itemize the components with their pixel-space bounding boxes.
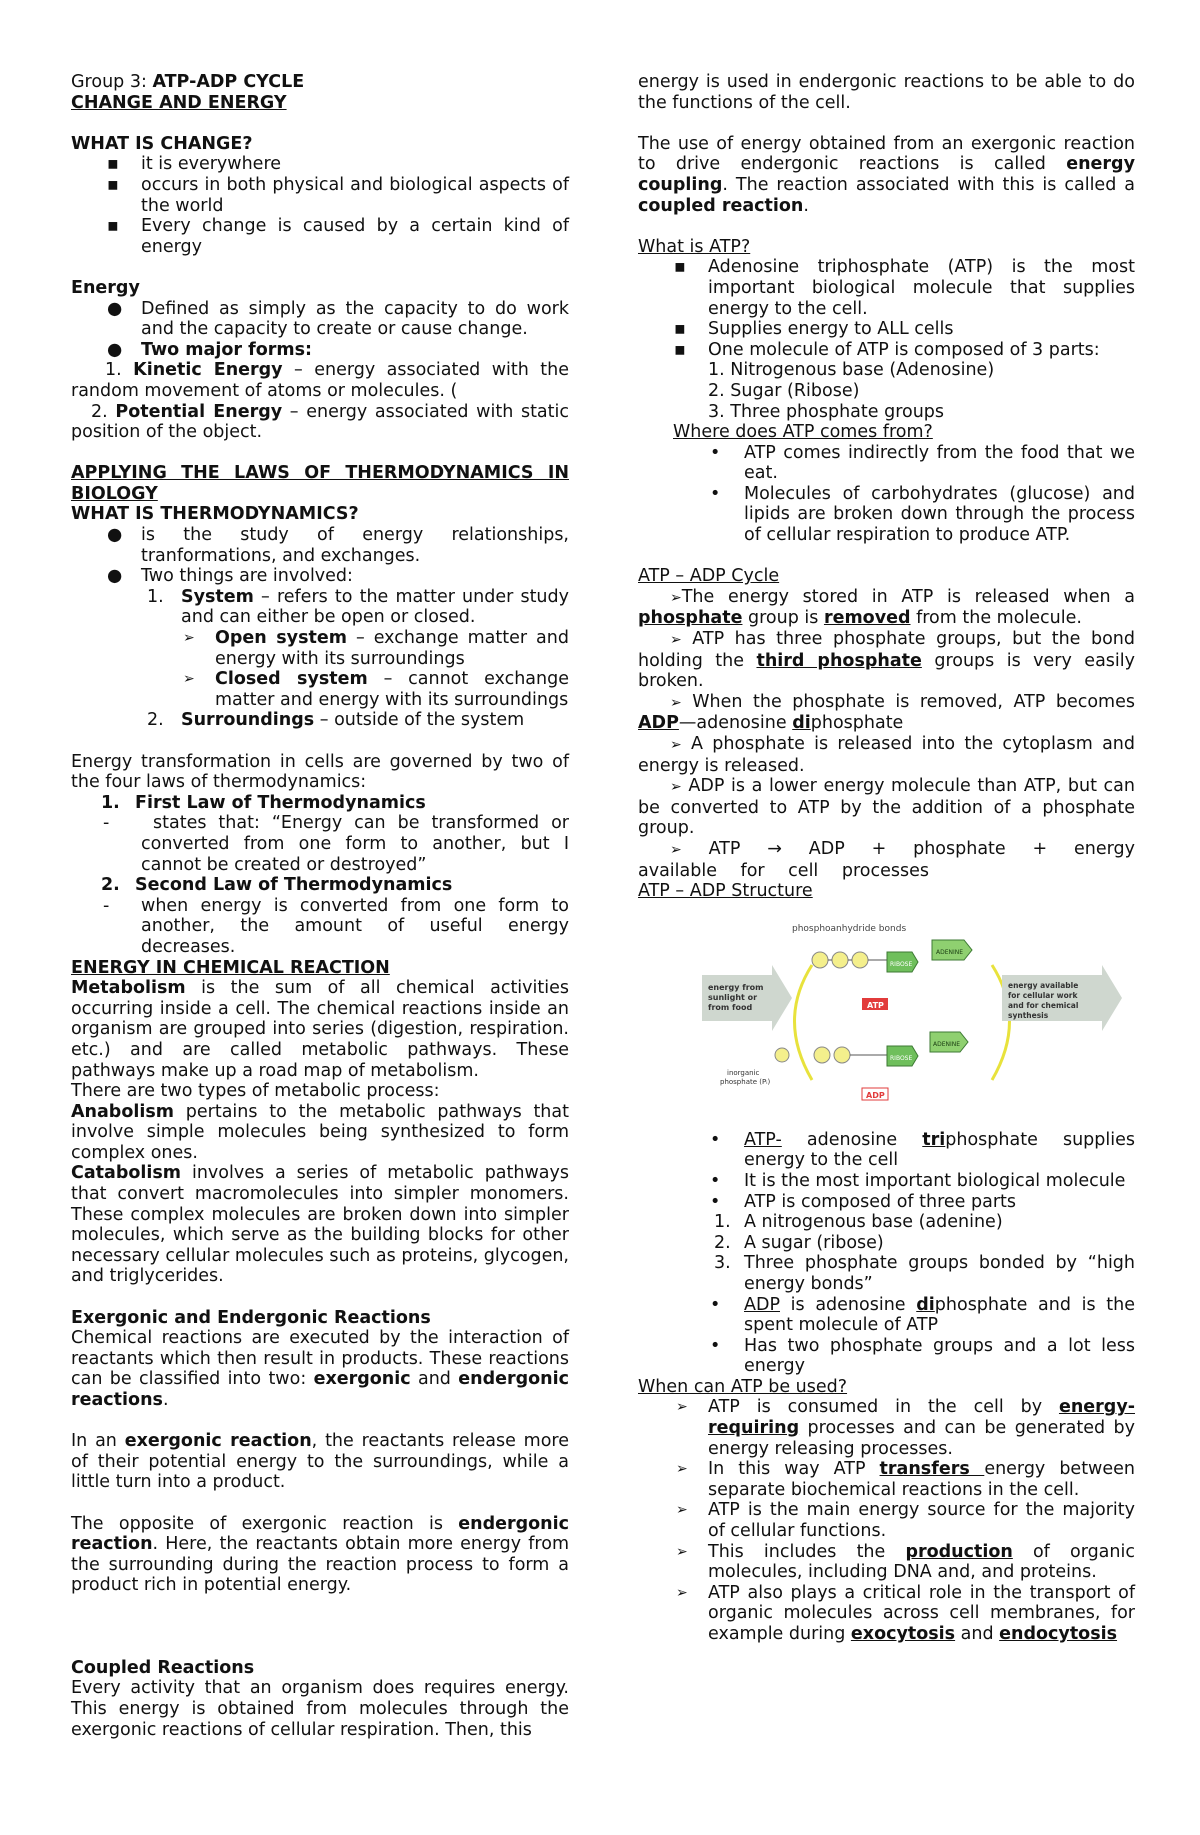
list-item: 1. System – refers to the matter under study and can either be open or closed. [147,586,569,628]
svg-text:from food: from food [708,1002,753,1012]
list-item: - states that: “Energy can be transformed or converted from one form to another, but I cannot be created or destroyed” [103,813,569,875]
cycle-point: ➢ ATP → ADP + phosphate + energy available for cell processes [638,838,1135,881]
list-item: ▪ Adenosine triphosphate (ATP) is the most important biological molecule that supplies energy to the cell. [674,257,1135,319]
list-item: • ADP is adenosine diphosphate and is the spent molecule of ATP [710,1294,1136,1336]
list-item: • It is the most important biological molecule [710,1170,1126,1191]
list-item: ➢ ATP also plays a critical role in the transport of organic molecules across cell membranes, for example during exocytosis and endocytosis [676,1582,1135,1644]
list-item: 3. Three phosphate groups bonded by “high energy bonds” [714,1253,1135,1294]
doc-title: Group 3: ATP-ADP CYCLE [71,72,305,92]
svg-text:ATP: ATP [867,1000,884,1010]
energy-heading: Energy [71,277,140,298]
cycle-point: ➢ ADP is a lower energy molecule than ATP, but can be converted to ATP by the addition of a phosphate group. [638,776,1135,839]
list-item: ➢ In this way ATP transfers energy between separate biochemical reactions in the cell. [676,1459,1135,1500]
svg-text:synthesis: synthesis [1008,1010,1049,1020]
catabolism-paragraph: Catabolism involves a series of metabolic pathways that convert macromolecules into simpler monomers. These complex molecules are broken down into simpler molecules, which serve as the building blocks for other necessary cellular molecules such as proteins, glycogen, and triglycerides. [71,1163,569,1287]
list-item: ▪ Every change is caused by a certain kind of energy [107,216,569,257]
list-item: ● Two things are involved: [107,566,353,587]
right-column [638,72,1135,1645]
atp-question: What is ATP? [638,236,751,257]
thermo-heading: APPLYING THE LAWS OF THERMODYNAMICS IN BIOLOGY [71,463,569,504]
exergonic-reaction-paragraph: In an exergonic reaction, the reactants release more of their potential energy to the surroundings, while a little turn into a product. [71,1431,569,1493]
exergonic-heading: Exergonic and Endergonic Reactions [71,1307,431,1328]
svg-text:ADP: ADP [866,1090,885,1100]
potential-energy: 2. Potential Energy – energy associated with static position of the object. [71,401,570,443]
svg-text:RIBOSE: RIBOSE [890,1054,913,1062]
list-item: ▪ occurs in both physical and biological aspects of the world [107,174,569,216]
where-question: Where does ATP comes from? [673,422,933,443]
anabolism-paragraph: Anabolism pertains to the metabolic pathways that involve simple molecules being synthesized to form complex ones. [71,1101,569,1163]
change-list [71,154,569,257]
left-column [71,72,569,1740]
list-item: ● Defined as simply as the capacity to do work and the capacity to create or cause change. [107,298,569,340]
metabolism-paragraph: Metabolism is the sum of all chemical activities occurring inside a cell. The chemical reactions inside an organism are grouped into series (digestion, respiration. etc.) and are called metabolic pathways. These pathways make up a road map of metabolism. [71,978,569,1081]
continued-paragraph: energy is used in endergonic reactions to be able to do the functions of the cell. [638,72,1135,113]
bonds-label: phosphoanhydride bonds [792,923,907,934]
svg-text:inorganic: inorganic [727,1068,760,1077]
energy-coupling-paragraph: The use of energy obtained from an exergonic reaction to drive endergonic reactions is called energy coupling. The reaction associated with this is called a coupled reaction. [638,133,1135,216]
list-item: ➢ ATP is consumed in the cell by energy-requiring processes and can be generated by energy releasing processes. [676,1397,1135,1459]
chem-heading: ENERGY IN CHEMICAL REACTION [71,957,390,978]
list-item: ➢ Closed system – cannot exchange matter and energy with its surroundings [183,669,569,710]
svg-text:energy from: energy from [708,982,764,992]
svg-text:ADENINE: ADENINE [936,948,964,956]
list-item: • ATP comes indirectly from the food that we eat. [710,442,1135,484]
list-item: 2. Second Law of Thermodynamics [101,875,453,896]
list-item: 2. Surroundings – outside of the system [147,710,525,731]
svg-text:energy available: energy available [1008,980,1079,990]
list-item: ● Two major forms: [107,339,313,360]
change-heading: WHAT IS CHANGE? [71,133,253,154]
list-item: 1. First Law of Thermodynamics [101,792,426,813]
section-heading: CHANGE AND ENERGY [71,92,287,113]
list-item: ➢ Open system – exchange matter and energy with its surroundings [183,628,569,669]
list-item: • ATP- adenosine triphosphate supplies energy to the cell [710,1129,1135,1171]
atp-adp-cycle-figure [702,920,1142,1120]
list-item: • Has two phosphate groups and a lot less energy [710,1335,1135,1377]
coupled-heading: Coupled Reactions [71,1657,255,1678]
cycle-point: ➢ A phosphate is released into the cytoplasm and energy is released. [638,734,1135,776]
exergonic-paragraph: Chemical reactions are executed by the interaction of reactants which then result in products. These reactions can be classified into two: exergonic and endergonic reactions. [71,1328,569,1410]
svg-text:and for chemical: and for chemical [1008,1000,1079,1010]
cycle-heading: ATP – ADP Cycle [638,566,780,587]
list-item: 1. A nitrogenous base (adenine) [714,1212,1003,1233]
list-item: ▪ One molecule of ATP is composed of 3 parts: [674,339,1100,360]
metabolism-types: There are two types of metabolic process: [71,1081,440,1102]
phosphate-chain-bottom [775,1047,887,1063]
phosphate-chain-top [812,952,887,968]
list-item: - when energy is converted from one form to another, the amount of useful energy decreases. [103,895,569,957]
cycle-point: ➢ When the phosphate is removed, ATP becomes ADP—adenosine diphosphate [638,691,1135,734]
svg-text:RIBOSE: RIBOSE [890,960,913,968]
kinetic-energy: 1. Kinetic Energy – energy associated with the random movement of atoms or molecules. ( [71,360,569,401]
endergonic-paragraph: The opposite of exergonic reaction is endergonic reaction. Here, the reactants obtain more energy from the surrounding during the reaction process to form a product rich in potential energy. [71,1513,569,1596]
list-item: • ATP is composed of three parts [710,1191,1017,1212]
list-item: 2. A sugar (ribose) [714,1232,884,1253]
list-item: ➢ ATP is the main energy source for the majority of cellular functions. [676,1500,1135,1542]
svg-text:ADENINE: ADENINE [933,1040,961,1048]
laws-intro: Energy transformation in cells are governed by two of the four laws of thermodynamics: [71,751,569,793]
cycle-point: ➢The energy stored in ATP is released when a phosphate group is removed from the molecule. [638,586,1135,629]
list-item: ▪ Supplies energy to ALL cells [674,319,954,340]
list-item: 3. Three phosphate groups [708,401,945,422]
cycle-arc-left [795,965,813,1080]
list-item: • Molecules of carbohydrates (glucose) and lipids are broken down through the process of cellular respiration to produce ATP. [710,483,1135,546]
structure-heading: ATP – ADP Structure [638,881,813,902]
svg-text:phosphate (Pᵢ): phosphate (Pᵢ) [720,1077,771,1086]
list-item: ▪ it is everywhere [107,154,282,175]
svg-text:sunlight or: sunlight or [708,992,758,1002]
atp-adp-diagram [702,920,1142,1120]
list-item: 2. Sugar (Ribose) [708,380,860,401]
cycle-point: ➢ ATP has three phosphate groups, but the bond holding the third phosphate groups is very easily broken. [638,629,1135,692]
list-item: ● is the study of energy relationships, tranformations, and exchanges. [107,525,569,566]
when-question: When can ATP be used? [638,1376,848,1397]
coupled-paragraph: Every activity that an organism does requires energy. This energy is obtained from molecules through the exergonic reactions of cellular respiration. Then, this [71,1678,569,1740]
svg-text:for cellular work: for cellular work [1008,990,1078,1000]
thermo-question: WHAT IS THERMODYNAMICS? [71,504,359,525]
list-item: 1. Nitrogenous base (Adenosine) [708,360,995,381]
list-item: ➢ This includes the production of organic molecules, including DNA and, and proteins. [676,1541,1135,1583]
